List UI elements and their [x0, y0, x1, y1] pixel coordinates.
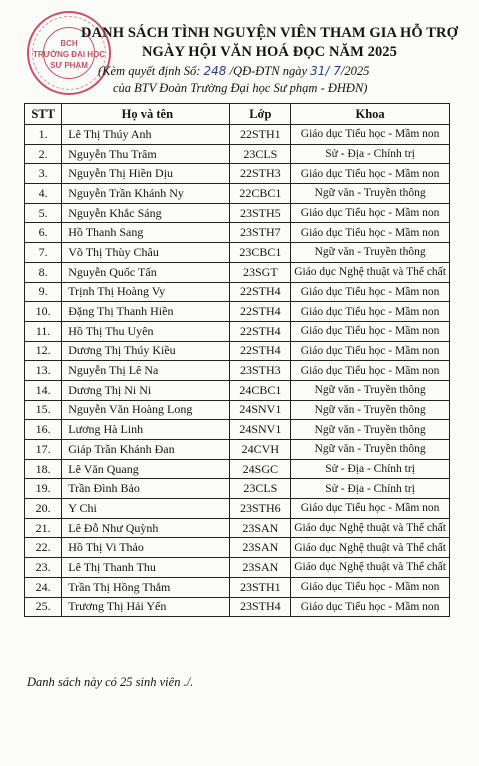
table-row: [25, 164, 450, 184]
row-class: 24CVH: [230, 440, 291, 460]
decision-prefix: (Kèm quyết định Số:: [98, 64, 204, 78]
row-faculty: Giáo dục Tiểu học - Mầm non: [291, 597, 450, 617]
row-name: Nguyễn Trần Khánh Ny: [62, 184, 230, 204]
row-stt: 25.: [25, 597, 62, 617]
row-class: 22STH4: [230, 341, 291, 361]
row-faculty: Giáo dục Tiểu học - Mầm non: [291, 125, 450, 145]
stamp-line-2: TRƯỜNG ĐẠI HỌC: [32, 50, 106, 59]
row-stt: 17.: [25, 440, 62, 460]
row-stt: 6.: [25, 223, 62, 243]
table-row: [25, 262, 450, 282]
decision-number-handwritten: 248: [203, 64, 227, 78]
table-header-row: [25, 104, 450, 125]
table-row: [25, 144, 450, 164]
row-name: Dương Thị Thúy Kiều: [62, 341, 230, 361]
row-faculty: Ngữ văn - Truyền thông: [291, 400, 450, 420]
row-class: 23CBC1: [230, 243, 291, 263]
stamp-line-3: SƯ PHẠM: [50, 61, 88, 70]
table-body: [25, 125, 450, 617]
row-class: 23STH3: [230, 361, 291, 381]
table-row: [25, 203, 450, 223]
row-stt: 24.: [25, 577, 62, 597]
table-row: [25, 400, 450, 420]
table-row: [25, 459, 450, 479]
row-stt: 8.: [25, 262, 62, 282]
table-row: [25, 538, 450, 558]
table-row: [25, 321, 450, 341]
row-name: Trần Đình Bảo: [62, 479, 230, 499]
row-faculty: Ngữ văn - Truyền thông: [291, 243, 450, 263]
row-stt: 13.: [25, 361, 62, 381]
row-class: 23STH5: [230, 203, 291, 223]
row-stt: 15.: [25, 400, 62, 420]
table-row: [25, 577, 450, 597]
table-row: [25, 440, 450, 460]
table-row: [25, 302, 450, 322]
table-row: [25, 282, 450, 302]
row-faculty: Giáo dục Nghệ thuật và Thể chất: [291, 262, 450, 282]
row-name: Trương Thị Hải Yến: [62, 597, 230, 617]
row-faculty: Giáo dục Nghệ thuật và Thể chất: [291, 558, 450, 578]
row-faculty: Giáo dục Nghệ thuật và Thể chất: [291, 538, 450, 558]
table-row: [25, 380, 450, 400]
column-header-faculty: Khoa: [291, 104, 450, 125]
decision-suffix: /2025: [340, 64, 370, 78]
row-stt: 4.: [25, 184, 62, 204]
row-class: 23STH7: [230, 223, 291, 243]
row-faculty: Sử - Địa - Chính trị: [291, 144, 450, 164]
row-faculty: Giáo dục Tiểu học - Mầm non: [291, 341, 450, 361]
row-class: 23CLS: [230, 144, 291, 164]
row-name: Y Chi: [62, 499, 230, 519]
row-class: 23STH1: [230, 577, 291, 597]
row-class: 24SNV1: [230, 420, 291, 440]
row-class: 24CBC1: [230, 380, 291, 400]
decision-mid: /QĐ-ĐTN ngày: [226, 64, 311, 78]
row-stt: 2.: [25, 144, 62, 164]
row-name: Hồ Thị Thu Uyên: [62, 321, 230, 341]
row-name: Trịnh Thị Hoàng Vy: [62, 282, 230, 302]
footer-note: Danh sách này có 25 sinh viên ./.: [27, 675, 194, 689]
table-row: [25, 518, 450, 538]
table-row: [25, 420, 450, 440]
row-stt: 20.: [25, 499, 62, 519]
row-name: Võ Thị Thùy Châu: [62, 243, 230, 263]
table-row: [25, 184, 450, 204]
row-name: Giáp Trần Khánh Đan: [62, 440, 230, 460]
table-row: [25, 558, 450, 578]
row-stt: 21.: [25, 518, 62, 538]
row-class: 23CLS: [230, 479, 291, 499]
row-stt: 14.: [25, 380, 62, 400]
row-class: 23STH6: [230, 499, 291, 519]
row-name: Hồ Thanh Sang: [62, 223, 230, 243]
document-title-line-2: NGÀY HỘI VĂN HOÁ ĐỌC NĂM 2025: [141, 44, 398, 60]
row-faculty: Giáo dục Tiểu học - Mầm non: [291, 223, 450, 243]
row-faculty: Ngữ văn - Truyền thông: [291, 380, 450, 400]
row-faculty: Sử - Địa - Chính trị: [291, 459, 450, 479]
row-class: 22CBC1: [230, 184, 291, 204]
row-name: Trần Thị Hồng Thắm: [62, 577, 230, 597]
row-class: 23SAN: [230, 558, 291, 578]
row-faculty: Ngữ văn - Truyền thông: [291, 184, 450, 204]
row-class: 22STH4: [230, 282, 291, 302]
row-faculty: Giáo dục Tiểu học - Mầm non: [291, 361, 450, 381]
row-stt: 11.: [25, 321, 62, 341]
row-class: 22STH1: [230, 125, 291, 145]
row-name: Lê Thị Thúy Anh: [62, 125, 230, 145]
issuer-line: của BTV Đoàn Trường Đại học Sư phạm - ĐHĐN): [113, 81, 368, 95]
table-row: [25, 341, 450, 361]
decision-date-handwritten: 31/ 7: [310, 64, 341, 78]
row-name: Nguyễn Khắc Sáng: [62, 203, 230, 223]
column-header-stt: STT: [25, 104, 62, 125]
row-faculty: Giáo dục Tiểu học - Mầm non: [291, 282, 450, 302]
row-stt: 16.: [25, 420, 62, 440]
row-stt: 12.: [25, 341, 62, 361]
table-row: [25, 243, 450, 263]
row-faculty: Giáo dục Tiểu học - Mầm non: [291, 203, 450, 223]
row-stt: 9.: [25, 282, 62, 302]
row-name: Đặng Thị Thanh Hiền: [62, 302, 230, 322]
row-name: Nguyễn Thị Hiền Dịu: [62, 164, 230, 184]
row-faculty: Giáo dục Nghệ thuật và Thể chất: [291, 518, 450, 538]
table-row: [25, 361, 450, 381]
row-class: 22STH4: [230, 321, 291, 341]
row-name: Nguyễn Văn Hoàng Long: [62, 400, 230, 420]
row-name: Lương Hà Linh: [62, 420, 230, 440]
row-faculty: Giáo dục Tiểu học - Mầm non: [291, 321, 450, 341]
stamp-line-1: BCH: [60, 39, 78, 48]
row-name: Nguyễn Quốc Tấn: [62, 262, 230, 282]
row-faculty: Ngữ văn - Truyền thông: [291, 440, 450, 460]
row-faculty: Ngữ văn - Truyền thông: [291, 420, 450, 440]
row-stt: 23.: [25, 558, 62, 578]
row-faculty: Giáo dục Tiểu học - Mầm non: [291, 577, 450, 597]
column-header-name: Họ và tên: [62, 104, 230, 125]
row-faculty: Giáo dục Tiểu học - Mầm non: [291, 302, 450, 322]
row-name: Lê Văn Quang: [62, 459, 230, 479]
row-name: Lê Đỗ Như Quỳnh: [62, 518, 230, 538]
row-stt: 7.: [25, 243, 62, 263]
row-stt: 5.: [25, 203, 62, 223]
table-row: [25, 125, 450, 145]
document-title-line-1: DANH SÁCH TÌNH NGUYỆN VIÊN THAM GIA HỖ TRỢ: [81, 25, 458, 41]
row-faculty: Giáo dục Tiểu học - Mầm non: [291, 499, 450, 519]
row-stt: 22.: [25, 538, 62, 558]
table-row: [25, 223, 450, 243]
row-name: Dương Thị Ni Ni: [62, 380, 230, 400]
row-faculty: Giáo dục Tiểu học - Mầm non: [291, 164, 450, 184]
row-name: Nguyễn Thu Trâm: [62, 144, 230, 164]
row-stt: 18.: [25, 459, 62, 479]
table-row: [25, 597, 450, 617]
row-class: 24SGC: [230, 459, 291, 479]
row-stt: 3.: [25, 164, 62, 184]
row-class: 22STH3: [230, 164, 291, 184]
row-name: Nguyễn Thị Lê Na: [62, 361, 230, 381]
row-name: Hồ Thị Vi Thảo: [62, 538, 230, 558]
row-class: 23SAN: [230, 518, 291, 538]
table-row: [25, 479, 450, 499]
row-stt: 19.: [25, 479, 62, 499]
row-stt: 1.: [25, 125, 62, 145]
row-class: 23SAN: [230, 538, 291, 558]
volunteer-table: [24, 103, 450, 617]
row-faculty: Sử - Địa - Chính trị: [291, 479, 450, 499]
row-class: 23STH4: [230, 597, 291, 617]
column-header-class: Lớp: [230, 104, 291, 125]
row-class: 24SNV1: [230, 400, 291, 420]
row-class: 23SGT: [230, 262, 291, 282]
row-stt: 10.: [25, 302, 62, 322]
table-row: [25, 499, 450, 519]
row-class: 22STH4: [230, 302, 291, 322]
decision-reference: [98, 64, 369, 79]
row-name: Lê Thị Thanh Thu: [62, 558, 230, 578]
